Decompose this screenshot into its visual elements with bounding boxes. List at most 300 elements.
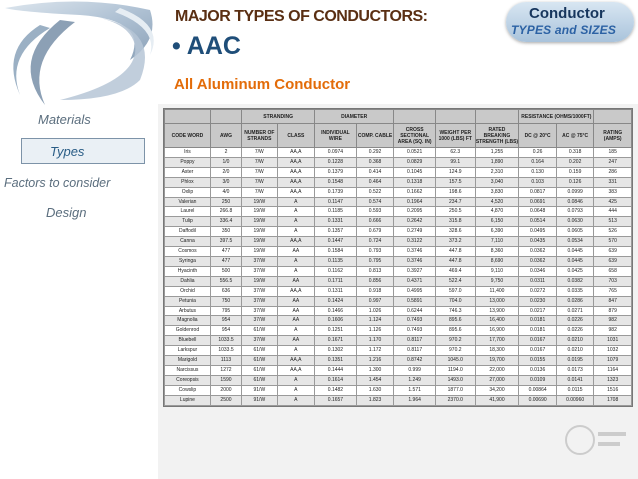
table-cell: 1.170 (356, 336, 394, 346)
table-cell: 11,400 (475, 286, 519, 296)
table-cell: 0.1318 (394, 177, 436, 187)
table-cell: 383 (594, 187, 632, 197)
table-cell: 37/W (242, 306, 277, 316)
table-cell: 0.1482 (315, 385, 357, 395)
table-cell: 765 (594, 286, 632, 296)
table-cell: 0.00960 (556, 395, 594, 405)
table-cell: A (277, 256, 315, 266)
table-cell: AA (277, 316, 315, 326)
sidebar-item-types[interactable]: Types (50, 144, 85, 159)
table-cell: 0.3122 (394, 237, 436, 247)
table-cell: 522.4 (435, 276, 475, 286)
table-header-spacer (594, 110, 632, 124)
table-cell: 447.8 (435, 256, 475, 266)
table-cell: 513 (594, 217, 632, 227)
table-cell: Iris (165, 148, 211, 158)
table-cell: 639 (594, 247, 632, 257)
swirl-logo-icon (0, 0, 160, 110)
table-cell: AA,A (277, 187, 315, 197)
table-row (165, 217, 632, 227)
table-cell: 1,890 (475, 157, 519, 167)
table-cell: 37/W (242, 256, 277, 266)
table-cell: 0.0829 (394, 157, 436, 167)
table-row (165, 296, 632, 306)
table-row (165, 148, 632, 158)
table-cell: 0.00864 (519, 385, 557, 395)
table-cell: 0.0181 (519, 316, 557, 326)
table-row (165, 276, 632, 286)
table-cell: 597.0 (435, 286, 475, 296)
table-cell: 0.1964 (394, 197, 436, 207)
table-cell: 62.3 (435, 148, 475, 158)
table-cell: 0.522 (356, 187, 394, 197)
table-cell: 0.0362 (519, 247, 557, 257)
table-cell: 91/W (242, 385, 277, 395)
table-cell: 0.0974 (315, 148, 357, 158)
table-row (165, 286, 632, 296)
table-cell: 658 (594, 266, 632, 276)
table-cell: 4/0 (210, 187, 241, 197)
table-cell: 469.4 (435, 266, 475, 276)
table-cell: Hyacinth (165, 266, 211, 276)
table-cell: 0.1185 (315, 207, 357, 217)
table-row (165, 157, 632, 167)
table-cell: 0.2749 (394, 227, 436, 237)
table-cell: 0.126 (556, 177, 594, 187)
table-cell: 0.2642 (394, 217, 436, 227)
table-cell: 250.5 (435, 207, 475, 217)
table-cell: 0.202 (556, 157, 594, 167)
table-cell: 0.0155 (519, 356, 557, 366)
table-cell: 0.2095 (394, 207, 436, 217)
table-cell: Petunia (165, 296, 211, 306)
table-cell: 879 (594, 306, 632, 316)
table-cell: 61/W (242, 346, 277, 356)
table-cell: 0.1711 (315, 276, 357, 286)
table-cell: 1.300 (356, 365, 394, 375)
bullet-icon: • (172, 32, 181, 60)
table-cell: Poppy (165, 157, 211, 167)
table-header-spacer (210, 110, 241, 124)
table-cell: 1590 (210, 375, 241, 385)
table-cell: 18,300 (475, 346, 519, 356)
table-cell: 13,900 (475, 306, 519, 316)
table-cell: 0.103 (519, 177, 557, 187)
table-cell: 17,700 (475, 336, 519, 346)
table-cell: Laurel (165, 207, 211, 217)
table-cell: 0.795 (356, 256, 394, 266)
table-cell: Narcissus (165, 365, 211, 375)
table-cell: Aster (165, 167, 211, 177)
table-cell: 19/W (242, 197, 277, 207)
table-cell: 1.964 (394, 395, 436, 405)
table-cell: A (277, 266, 315, 276)
table-cell: 37/W (242, 286, 277, 296)
table-cell: 0.1228 (315, 157, 357, 167)
page-title: MAJOR TYPES OF CONDUCTORS: (175, 8, 428, 25)
table-cell: 7/W (242, 148, 277, 158)
table-cell: 9,750 (475, 276, 519, 286)
table-cell: 0.0226 (556, 326, 594, 336)
table-cell: 1.172 (356, 346, 394, 356)
table-cell: 0.0226 (556, 316, 594, 326)
table-cell: 636 (210, 286, 241, 296)
table-cell: AA,A (277, 177, 315, 187)
table-cell: 19/W (242, 237, 277, 247)
table-row (165, 227, 632, 237)
table-cell: Bluebell (165, 336, 211, 346)
table-cell: 1045.0 (435, 356, 475, 366)
table-cell: 982 (594, 326, 632, 336)
table-cell: 0.1379 (315, 167, 357, 177)
table-cell: 0.0605 (556, 227, 594, 237)
table-cell: 37/W (242, 336, 277, 346)
table-cell: 37/W (242, 266, 277, 276)
table-row (165, 177, 632, 187)
table-cell: 99.1 (435, 157, 475, 167)
table-cell: 0.8742 (394, 356, 436, 366)
table-cell: 0.164 (519, 157, 557, 167)
table-cell: 570 (594, 237, 632, 247)
conductor-table (164, 109, 632, 406)
table-cell: 0.813 (356, 266, 394, 276)
table-cell: A (277, 227, 315, 237)
table-cell: Cosmos (165, 247, 211, 257)
logo (0, 0, 160, 110)
table-cell: 526 (594, 227, 632, 237)
table-cell: 2/0 (210, 167, 241, 177)
table-cell: 0.0115 (556, 385, 594, 395)
table-cell: A (277, 207, 315, 217)
table-cell: A (277, 395, 315, 405)
badge-subtitle: TYPES and SIZES (511, 23, 617, 37)
table-cell: 4,870 (475, 207, 519, 217)
table-cell: 1164 (594, 365, 632, 375)
table-cell: 0.918 (356, 286, 394, 296)
table-cell: 0.0648 (519, 207, 557, 217)
section-heading (172, 32, 241, 61)
table-cell: 0.0846 (556, 197, 594, 207)
table-cell: 1.124 (356, 316, 394, 326)
table-row (165, 256, 632, 266)
table-cell: 0.0141 (556, 375, 594, 385)
sidebar-item-design[interactable]: Design (46, 205, 87, 220)
table-cell: 0.0136 (519, 365, 557, 375)
table-cell: 19,700 (475, 356, 519, 366)
table-cell: 0.1657 (315, 395, 357, 405)
table-cell: 0.1357 (315, 227, 357, 237)
table-cell: 0.464 (356, 177, 394, 187)
table-cell: Magnolia (165, 316, 211, 326)
table-cell: 0.6244 (394, 306, 436, 316)
table-cell: 247 (594, 157, 632, 167)
table-row (165, 395, 632, 405)
sidebar-item-factors-to-consider[interactable]: Factors to consider (4, 176, 111, 190)
sidebar-item-materials[interactable]: Materials (38, 112, 91, 127)
table-cell: 61/W (242, 375, 277, 385)
table-cell: 37/W (242, 296, 277, 306)
table-cell: 185 (594, 148, 632, 158)
table-cell: 234.7 (435, 197, 475, 207)
table-cell: 1194.0 (435, 365, 475, 375)
table-cell: 4,520 (475, 197, 519, 207)
table-column-header: RATED BREAKING STRENGTH (LBS) (475, 124, 519, 148)
table-cell: 0.0435 (519, 237, 557, 247)
table-cell: Marigold (165, 356, 211, 366)
table-cell: 703 (594, 276, 632, 286)
table-cell: 2,310 (475, 167, 519, 177)
table-cell: 0.292 (356, 148, 394, 158)
table-cell: 61/W (242, 365, 277, 375)
table-column-header: AC @ 75°C (556, 124, 594, 148)
table-cell: Syringa (165, 256, 211, 266)
table-cell: 1032 (594, 346, 632, 356)
table-cell: 895.6 (435, 316, 475, 326)
table-cell: 970.2 (435, 336, 475, 346)
table-cell: 61/W (242, 326, 277, 336)
table-cell: 0.0630 (556, 217, 594, 227)
table-cell: 0.1331 (315, 217, 357, 227)
table-cell: AA,A (277, 356, 315, 366)
table-cell: 6,150 (475, 217, 519, 227)
table-cell: Arbutus (165, 306, 211, 316)
table-cell: 444 (594, 207, 632, 217)
table-cell: A (277, 217, 315, 227)
table-cell: 0.666 (356, 217, 394, 227)
table-cell: 0.0793 (556, 207, 594, 217)
table-cell: Oxlip (165, 187, 211, 197)
table-cell: 0.1424 (315, 296, 357, 306)
table-cell: 0.318 (556, 148, 594, 158)
table-column-header: DC @ 20°C (519, 124, 557, 148)
table-cell: Orchid (165, 286, 211, 296)
table-cell: 0.0817 (519, 187, 557, 197)
table-cell: 0.5891 (394, 296, 436, 306)
table-cell: 1493.0 (435, 375, 475, 385)
table-cell: 1113 (210, 356, 241, 366)
table-cell: 0.1444 (315, 365, 357, 375)
table-cell: 1,255 (475, 148, 519, 158)
table-cell: 0.0173 (556, 365, 594, 375)
table-cell: 0.1671 (315, 336, 357, 346)
table-cell: 1.026 (356, 306, 394, 316)
table-column-header: CODE WORD (165, 124, 211, 148)
table-cell: 0.593 (356, 207, 394, 217)
table-column-header: COMP. CABLE (356, 124, 394, 148)
table-cell: AA,A (277, 237, 315, 247)
table-cell: 0.0217 (519, 306, 557, 316)
table-cell: 0.1045 (394, 167, 436, 177)
table-cell: 0.159 (556, 167, 594, 177)
table-cell: 0.0521 (394, 148, 436, 158)
table-cell: 0.7493 (394, 316, 436, 326)
table-cell: A (277, 197, 315, 207)
table-cell: 425 (594, 197, 632, 207)
table-cell: 3,830 (475, 187, 519, 197)
table-cell: Valerian (165, 197, 211, 207)
table-cell: 0.26 (519, 148, 557, 158)
sidebar (0, 110, 160, 479)
table-cell: Goldenrod (165, 326, 211, 336)
table-cell: 373.2 (435, 237, 475, 247)
table-cell: 477 (210, 256, 241, 266)
table-cell: 500 (210, 266, 241, 276)
table-row (165, 207, 632, 217)
table-cell: 1031 (594, 336, 632, 346)
table-cell: 0.1311 (315, 286, 357, 296)
table-row (165, 365, 632, 375)
table-column-header: RATING (AMPS) (594, 124, 632, 148)
table-cell: 16,900 (475, 326, 519, 336)
table-cell: 91/W (242, 395, 277, 405)
table-cell: 1.823 (356, 395, 394, 405)
table-row (165, 266, 632, 276)
table-cell: Lupine (165, 395, 211, 405)
table-cell: 3,040 (475, 177, 519, 187)
table-cell: 1033.5 (210, 336, 241, 346)
table-cell: 0.793 (356, 247, 394, 257)
table-row (165, 197, 632, 207)
table-cell: 315.8 (435, 217, 475, 227)
table-cell: 0.8117 (394, 336, 436, 346)
table-cell: 0.1548 (315, 177, 357, 187)
table-row (165, 167, 632, 177)
table-cell: 198.6 (435, 187, 475, 197)
table-cell: 61/W (242, 356, 277, 366)
table-cell: 1.454 (356, 375, 394, 385)
table-cell: 0.0271 (556, 306, 594, 316)
table-cell: A (277, 375, 315, 385)
table-column-header: WEIGHT PER 1000 (LBS) FT (435, 124, 475, 148)
table-cell: 0.4995 (394, 286, 436, 296)
table-cell: 13,000 (475, 296, 519, 306)
table-cell: AA,A (277, 167, 315, 177)
table-cell: 0.1162 (315, 266, 357, 276)
table-cell: 0.0691 (519, 197, 557, 207)
table-cell: 286 (594, 167, 632, 177)
table-cell: 41,900 (475, 395, 519, 405)
table-cell: 0.00690 (519, 395, 557, 405)
table-cell: 0.1614 (315, 375, 357, 385)
table-cell: Phlox (165, 177, 211, 187)
table-cell: 37/W (242, 316, 277, 326)
table-cell: 1.571 (394, 385, 436, 395)
table-row (165, 187, 632, 197)
table-cell: 27,000 (475, 375, 519, 385)
table-row (165, 247, 632, 257)
table-cell: 2000 (210, 385, 241, 395)
table-header-spacer (165, 110, 211, 124)
table-row (165, 306, 632, 316)
table-cell: 0.0362 (519, 256, 557, 266)
conductor-table-frame (163, 108, 633, 407)
table-cell: 7/W (242, 177, 277, 187)
table-cell: 7/W (242, 187, 277, 197)
table-cell: AA,A (277, 157, 315, 167)
badge-title: Conductor (529, 5, 605, 22)
table-group-header: DIAMETER (315, 110, 394, 124)
table-cell: 157.5 (435, 177, 475, 187)
table-cell: 7,110 (475, 237, 519, 247)
table-cell: 847 (594, 296, 632, 306)
table-group-header: STRANDING (242, 110, 315, 124)
table-row (165, 316, 632, 326)
table-column-header: CLASS (277, 124, 315, 148)
table-cell: 0.1584 (315, 247, 357, 257)
table-cell: 0.997 (356, 296, 394, 306)
table-cell: 8,360 (475, 247, 519, 257)
table-cell: 0.0999 (556, 187, 594, 197)
table-cell: 0.0445 (556, 247, 594, 257)
table-row (165, 346, 632, 356)
table-cell: AA (277, 306, 315, 316)
table-cell: 0.1739 (315, 187, 357, 197)
table-cell: 0.0425 (556, 266, 594, 276)
table-cell: 0.1251 (315, 326, 357, 336)
table-cell: 19/W (242, 207, 277, 217)
table-row (165, 237, 632, 247)
table-cell: 266.8 (210, 207, 241, 217)
table-cell: 0.0514 (519, 217, 557, 227)
table-cell: 0.0286 (556, 296, 594, 306)
table-cell: 1/0 (210, 157, 241, 167)
table-cell: 0.679 (356, 227, 394, 237)
heading-text: AAC (186, 32, 241, 60)
table-cell: 0.0382 (556, 276, 594, 286)
table-cell: 0.1606 (315, 316, 357, 326)
table-cell: 0.856 (356, 276, 394, 286)
table-cell: 22,000 (475, 365, 519, 375)
table-cell: 1877.0 (435, 385, 475, 395)
table-cell: 0.0335 (556, 286, 594, 296)
table-cell: Canna (165, 237, 211, 247)
table-cell: 0.0230 (519, 296, 557, 306)
table-cell: 1.249 (394, 375, 436, 385)
table-cell: 0.1351 (315, 356, 357, 366)
table-cell: 1.126 (356, 326, 394, 336)
table-cell: Larkspur (165, 346, 211, 356)
table-cell: 704.0 (435, 296, 475, 306)
table-cell: 0.1147 (315, 197, 357, 207)
table-cell: 0.4371 (394, 276, 436, 286)
table-cell: 0.7493 (394, 326, 436, 336)
table-cell: Cowslip (165, 385, 211, 395)
table-cell: 0.0346 (519, 266, 557, 276)
table-cell: 1708 (594, 395, 632, 405)
table-cell: 639 (594, 256, 632, 266)
table-cell: 1033.5 (210, 346, 241, 356)
table-cell: 1.630 (356, 385, 394, 395)
table-cell: 0.999 (394, 365, 436, 375)
table-cell: A (277, 385, 315, 395)
table-cell: 6,390 (475, 227, 519, 237)
table-cell: 954 (210, 316, 241, 326)
table-cell: 2 (210, 148, 241, 158)
table-cell: 556.5 (210, 276, 241, 286)
table-cell: 9,110 (475, 266, 519, 276)
table-header-spacer (475, 110, 519, 124)
table-cell: 3/0 (210, 177, 241, 187)
table-cell: A (277, 326, 315, 336)
table-cell: Dahlia (165, 276, 211, 286)
table-cell: 954 (210, 326, 241, 336)
table-cell: 1.216 (356, 356, 394, 366)
watermark-icon (560, 420, 630, 460)
table-row (165, 356, 632, 366)
table-cell: 746.3 (435, 306, 475, 316)
table-cell: 0.0272 (519, 286, 557, 296)
table-cell: AA (277, 247, 315, 257)
